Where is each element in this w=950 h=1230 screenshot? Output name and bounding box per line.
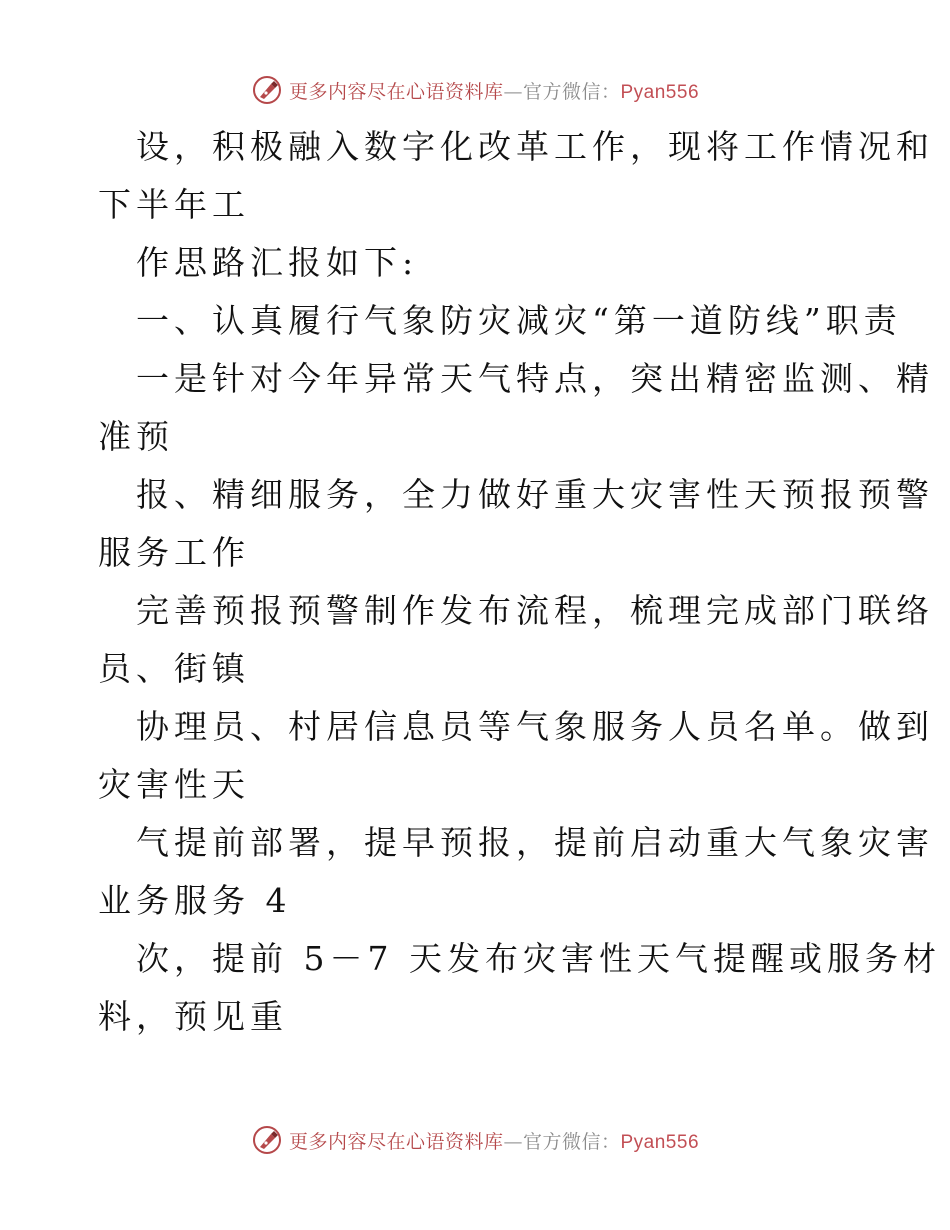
text-line: 服务工作 <box>98 533 250 572</box>
banner-site-name: 更多内容尽在心语资料库 <box>288 1130 504 1153</box>
text-line: 设，积极融入数字化改革工作，现将工作情况和 <box>136 127 934 166</box>
text-line: 准预 <box>98 417 174 456</box>
text-line: 下半年工 <box>98 185 250 224</box>
header-banner <box>0 70 950 110</box>
banner-wechat-id: Pyan556 <box>620 81 700 103</box>
text-line: 员、街镇 <box>98 649 250 688</box>
banner-text <box>289 1127 699 1154</box>
banner-dash: — <box>503 1130 523 1153</box>
banner-wechat-id: Pyan556 <box>620 1131 700 1153</box>
text-line: 次，提前 5－7 天发布灾害性天气提醒或服务材 <box>136 939 941 978</box>
text-line: 完善预报预警制作发布流程，梳理完成部门联络 <box>136 591 934 630</box>
pen-nib-circle-icon <box>251 1124 283 1156</box>
pen-nib-circle-icon <box>251 74 283 106</box>
text-line: 灾害性天 <box>98 765 250 804</box>
banner-wechat-label: 官方微信： <box>522 80 621 103</box>
footer-banner <box>0 1120 950 1160</box>
text-line: 业务服务 4 <box>98 881 292 920</box>
banner-site-name: 更多内容尽在心语资料库 <box>288 80 504 103</box>
text-line: 作思路汇报如下: <box>136 243 419 282</box>
text-line: 料，预见重 <box>98 997 288 1036</box>
text-line: 协理员、村居信息员等气象服务人员名单。做到 <box>136 707 934 746</box>
text-line: 一是针对今年异常天气特点，突出精密监测、精 <box>136 359 934 398</box>
text-line: 报、精细服务，全力做好重大灾害性天预报预警 <box>136 475 934 514</box>
banner-dash: — <box>503 80 523 103</box>
banner-wechat-label: 官方微信： <box>522 1130 621 1153</box>
section-heading: 一、认真履行气象防灾减灾“第一道防线”职责 <box>136 301 902 340</box>
text-line: 气提前部署，提早预报，提前启动重大气象灾害 <box>136 823 934 862</box>
banner-text <box>289 77 699 104</box>
